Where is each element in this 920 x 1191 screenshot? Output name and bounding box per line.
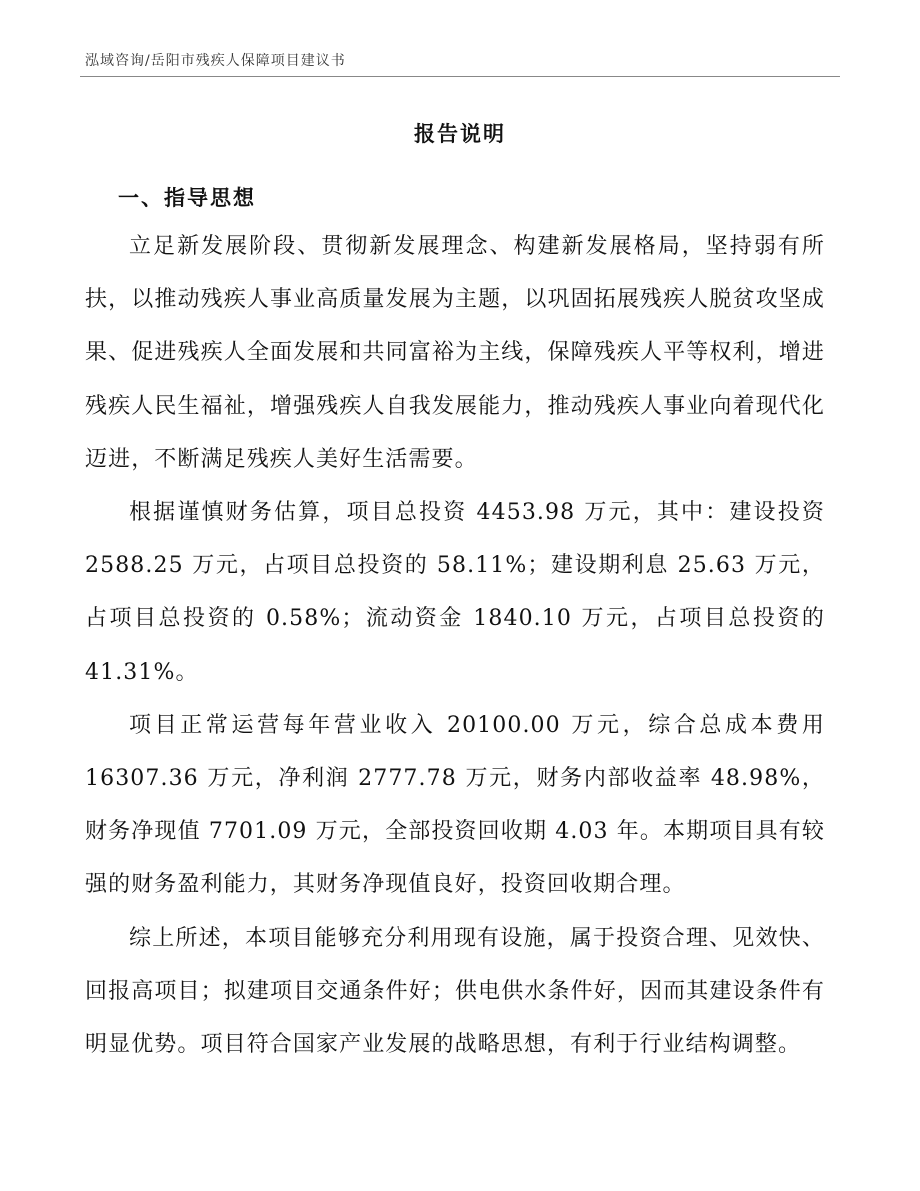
body-content	[85, 220, 825, 1071]
section-heading: 一、指导思想	[118, 185, 256, 210]
paragraph-investment-estimate: 根据谨慎财务估算，项目总投资 4453.98 万元，其中：建设投资 2588.25 万元，占项目总投资的 58.11%；建设期利息 25.63 万元，占项目总投资的 0.58%；流动资金 1840.10 万元，占项目总投资的 41.31%。	[85, 500, 825, 685]
running-header: 泓域咨询/岳阳市残疾人保障项目建议书	[85, 53, 346, 69]
paragraph-financial-returns: 项目正常运营每年营业收入 20100.00 万元，综合总成本费用 16307.36 万元，净利润 2777.78 万元，财务内部收益率 48.98%，财务净现值 7701.09 万元，全部投资回收期 4.03 年。本期项目具有较强的财务盈利能力，其财务净现值良好，投资回收期合理。	[85, 712, 825, 898]
page-title: 报告说明	[414, 121, 506, 146]
header-divider	[80, 76, 840, 77]
paragraph-guiding-ideology: 立足新发展阶段、贯彻新发展理念、构建新发展格局，坚持弱有所扶，以推动残疾人事业高质量发展为主题，以巩固拓展残疾人脱贫攻坚成果、促进残疾人全面发展和共同富裕为主线，保障残疾人平等权利，增进残疾人民生福祉，增强残疾人自我发展能力，推动残疾人事业向着现代化迈进，不断满足残疾人美好生活需要。	[85, 234, 825, 472]
paragraph-conclusion: 综上所述，本项目能够充分利用现有设施，属于投资合理、见效快、回报高项目；拟建项目交通条件好；供电供水条件好，因而其建设条件有明显优势。项目符合国家产业发展的战略思想，有利于行业结构调整。	[85, 925, 825, 1058]
